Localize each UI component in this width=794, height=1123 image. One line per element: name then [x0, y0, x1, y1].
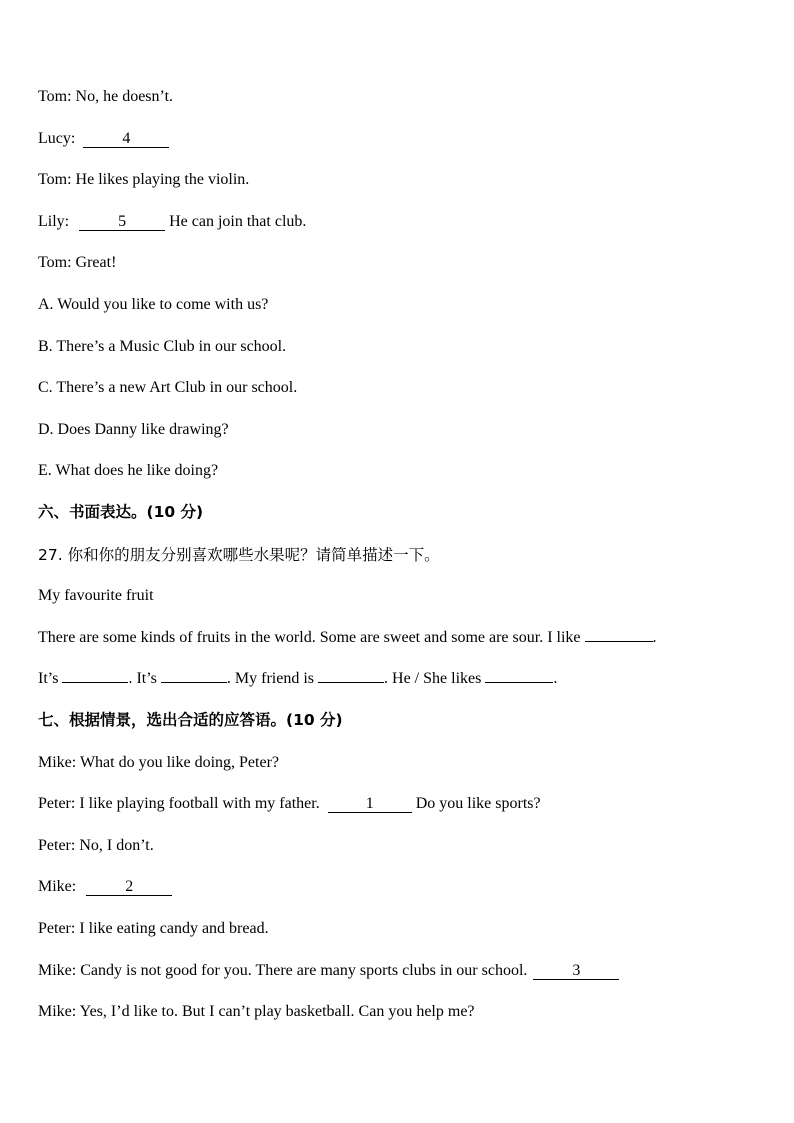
speaker: Tom: — [38, 88, 72, 105]
dialogue-line — [38, 253, 116, 273]
speaker: Peter: — [38, 920, 76, 937]
dialogue-line — [38, 877, 172, 897]
speaker: Peter: — [38, 795, 76, 812]
answer-blank[interactable] — [533, 962, 619, 980]
answer-blank[interactable] — [86, 878, 172, 896]
dialogue-line — [38, 919, 269, 939]
section-heading: 七、根据情景，选出合适的应答语。(10 分) — [38, 711, 343, 729]
option-e: E. What does he like doing? — [38, 462, 219, 479]
speaker: Mike: — [38, 754, 77, 771]
dialogue-line — [38, 794, 541, 814]
dialogue-line — [38, 1002, 475, 1022]
answer-blank[interactable] — [585, 641, 653, 642]
punctuation: . — [553, 670, 558, 687]
dialogue-line — [38, 753, 279, 773]
section-heading: 六、书面表达。(10 分) — [38, 503, 204, 521]
answer-blank[interactable] — [328, 795, 412, 813]
dialogue-line — [38, 129, 169, 149]
dialogue-line — [38, 961, 619, 981]
essay-text: . My friend is — [226, 670, 315, 687]
blank-number: 2 — [125, 878, 134, 895]
essay-text: It’s — [38, 670, 59, 687]
dialogue-text: I like playing football with my father. — [79, 795, 320, 812]
essay-title: My favourite fruit — [38, 587, 154, 604]
speaker: Tom: — [38, 171, 72, 188]
answer-blank[interactable] — [62, 682, 128, 683]
dialogue-line — [38, 212, 306, 232]
speaker: Lucy: — [38, 130, 76, 147]
dialogue-text: He likes playing the violin. — [75, 171, 250, 188]
dialogue-line — [38, 170, 249, 190]
blank-number: 1 — [365, 795, 374, 812]
essay-line — [38, 628, 657, 648]
dialogue-text: Great! — [75, 254, 117, 271]
essay-text: There are some kinds of fruits in the world. Some are sweet and some are sour. I like — [38, 629, 581, 646]
dialogue-text: What do you like doing, Peter? — [79, 754, 279, 771]
dialogue-text: Yes, I’d like to. But I can’t play basketball. Can you help me? — [79, 1003, 475, 1020]
speaker: Mike: — [38, 962, 77, 979]
essay-line — [38, 669, 557, 689]
answer-blank[interactable] — [83, 130, 169, 148]
option-d: D. Does Danny like drawing? — [38, 421, 229, 438]
question-prompt: 27. 你和你的朋友分别喜欢哪些水果呢？请简单描述一下。 — [38, 546, 440, 564]
speaker: Mike: — [38, 878, 77, 895]
blank-number: 4 — [122, 130, 131, 147]
blank-number: 3 — [572, 962, 581, 979]
speaker: Lily: — [38, 213, 70, 230]
option-b: B. There’s a Music Club in our school. — [38, 338, 287, 355]
answer-blank[interactable] — [318, 682, 384, 683]
dialogue-text: Do you like sports? — [415, 795, 541, 812]
answer-blank[interactable] — [79, 213, 165, 231]
option-c: C. There’s a new Art Club in our school. — [38, 379, 298, 396]
essay-text: . It’s — [128, 670, 157, 687]
essay-text: . He / She likes — [384, 670, 482, 687]
speaker: Mike: — [38, 1003, 77, 1020]
dialogue-text: Candy is not good for you. There are many sports clubs in our school. — [80, 962, 528, 979]
speaker: Tom: — [38, 254, 72, 271]
dialogue-text: No, I don’t. — [79, 837, 154, 854]
option-a: A. Would you like to come with us? — [38, 296, 269, 313]
punctuation: . — [652, 629, 657, 646]
dialogue-line — [38, 87, 173, 107]
dialogue-text: No, he doesn’t. — [75, 88, 174, 105]
dialogue-line — [38, 836, 154, 856]
answer-blank[interactable] — [485, 682, 553, 683]
answer-blank[interactable] — [161, 682, 227, 683]
dialogue-text: He can join that club. — [169, 213, 307, 230]
dialogue-text: I like eating candy and bread. — [79, 920, 269, 937]
speaker: Peter: — [38, 837, 76, 854]
blank-number: 5 — [118, 213, 127, 230]
